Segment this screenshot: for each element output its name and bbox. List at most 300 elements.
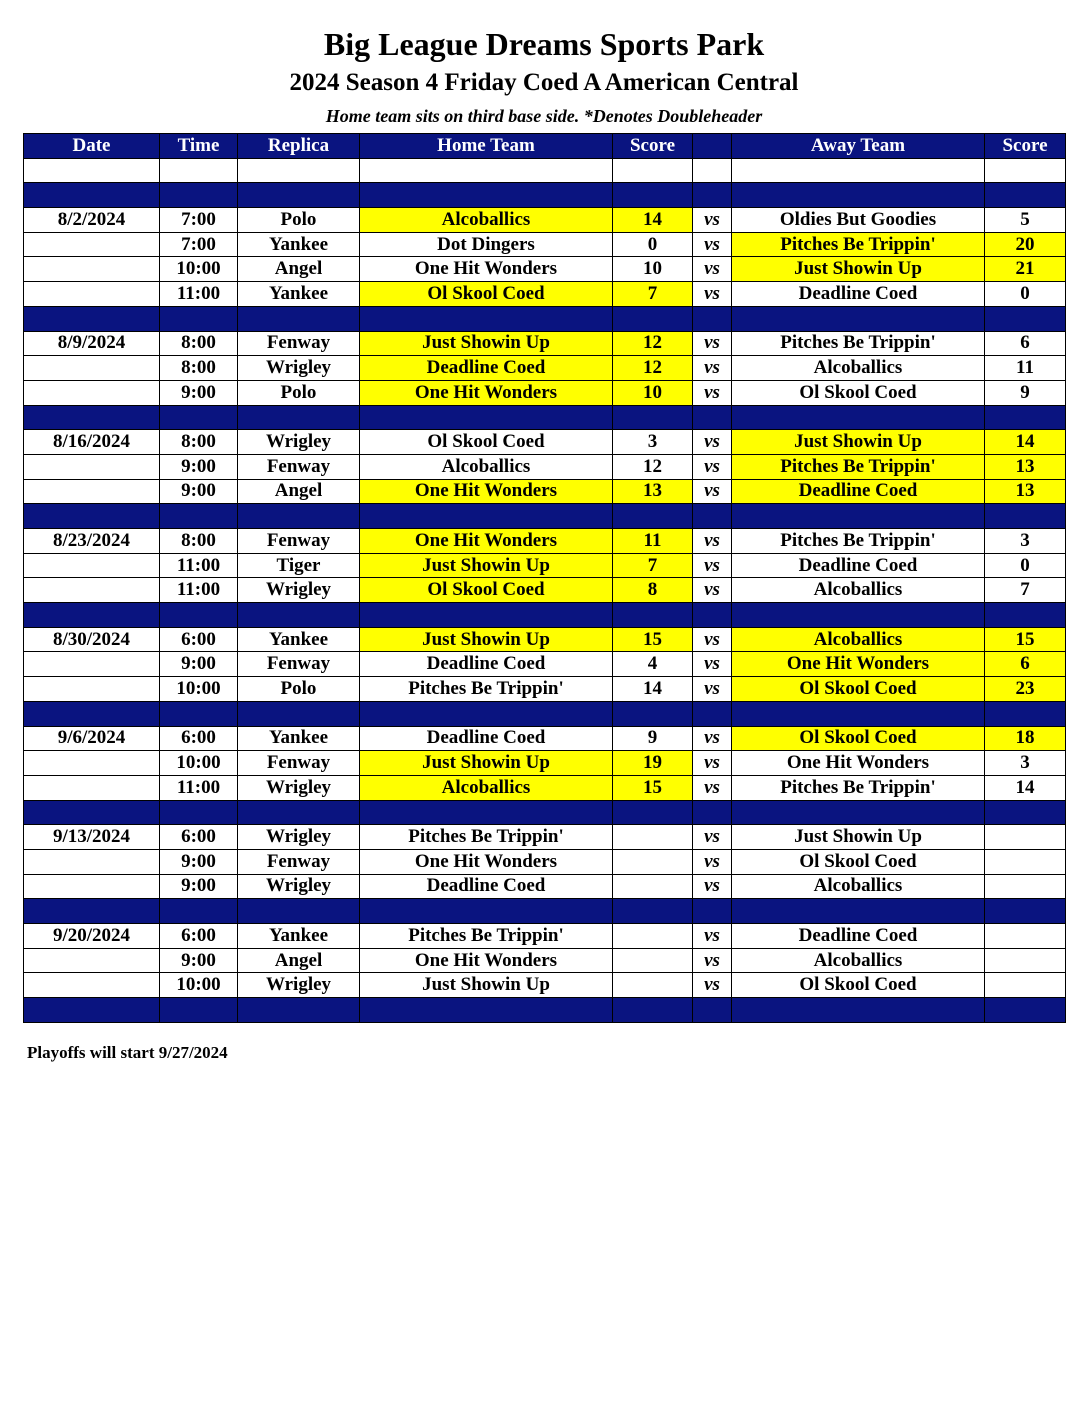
time-cell: 10:00 <box>160 751 238 776</box>
away-score-cell <box>985 825 1066 850</box>
away-team-cell: Pitches Be Trippin' <box>732 454 985 479</box>
empty-cell <box>160 158 238 183</box>
empty-cell <box>613 158 693 183</box>
away-team-cell: One Hit Wonders <box>732 751 985 776</box>
away-score-cell: 14 <box>985 775 1066 800</box>
date-cell <box>24 553 160 578</box>
date-cell <box>24 257 160 282</box>
date-cell <box>24 652 160 677</box>
empty-cell <box>693 800 732 825</box>
time-cell: 8:00 <box>160 356 238 381</box>
date-cell <box>24 751 160 776</box>
table-row <box>24 331 1066 356</box>
date-cell <box>24 380 160 405</box>
vs-cell: vs <box>693 627 732 652</box>
away-score-cell: 6 <box>985 652 1066 677</box>
schedule-note: Home team sits on third base side. *Denotes Doubleheader <box>325 106 763 126</box>
home-score-cell: 14 <box>613 677 693 702</box>
away-score-cell: 7 <box>985 578 1066 603</box>
empty-cell <box>693 701 732 726</box>
empty-cell <box>24 603 160 628</box>
date-cell: 8/2/2024 <box>24 208 160 233</box>
table-row <box>24 282 1066 307</box>
vs-cell: vs <box>693 232 732 257</box>
empty-cell <box>732 800 985 825</box>
table-row <box>24 578 1066 603</box>
date-cell <box>24 454 160 479</box>
col-header-vs <box>693 134 732 159</box>
home-score-cell: 14 <box>613 208 693 233</box>
home-score-cell: 4 <box>613 652 693 677</box>
away-team-cell: Oldies But Goodies <box>732 208 985 233</box>
empty-cell <box>360 701 613 726</box>
home-team-cell: Alcoballics <box>360 775 613 800</box>
empty-cell <box>360 603 613 628</box>
empty-cell <box>360 306 613 331</box>
away-team-cell: Alcoballics <box>732 578 985 603</box>
vs-cell: vs <box>693 430 732 455</box>
empty-cell <box>24 701 160 726</box>
vs-cell: vs <box>693 331 732 356</box>
home-score-cell: 3 <box>613 430 693 455</box>
replica-cell: Wrigley <box>238 356 360 381</box>
home-team-cell: Alcoballics <box>360 454 613 479</box>
home-score-cell: 15 <box>613 775 693 800</box>
empty-cell <box>985 306 1066 331</box>
home-score-cell <box>613 849 693 874</box>
empty-cell <box>360 405 613 430</box>
home-score-cell <box>613 973 693 998</box>
time-cell: 9:00 <box>160 948 238 973</box>
home-score-cell: 7 <box>613 282 693 307</box>
away-score-cell <box>985 973 1066 998</box>
away-team-cell: Pitches Be Trippin' <box>732 331 985 356</box>
home-score-cell: 19 <box>613 751 693 776</box>
empty-cell <box>160 701 238 726</box>
empty-cell <box>985 504 1066 529</box>
empty-cell <box>732 405 985 430</box>
schedule-body <box>24 158 1066 1022</box>
empty-cell <box>613 899 693 924</box>
away-score-cell <box>985 948 1066 973</box>
home-score-cell: 12 <box>613 356 693 381</box>
replica-cell: Yankee <box>238 232 360 257</box>
empty-cell <box>693 504 732 529</box>
vs-cell: vs <box>693 479 732 504</box>
home-team-cell: Deadline Coed <box>360 874 613 899</box>
replica-cell: Fenway <box>238 454 360 479</box>
table-row <box>24 553 1066 578</box>
replica-cell: Wrigley <box>238 578 360 603</box>
empty-cell <box>613 183 693 208</box>
table-row <box>24 775 1066 800</box>
replica-cell: Fenway <box>238 751 360 776</box>
away-team-cell: Pitches Be Trippin' <box>732 775 985 800</box>
home-team-cell: Just Showin Up <box>360 331 613 356</box>
table-row <box>24 652 1066 677</box>
table-row <box>24 257 1066 282</box>
vs-cell: vs <box>693 652 732 677</box>
away-team-cell: Deadline Coed <box>732 553 985 578</box>
date-cell: 9/13/2024 <box>24 825 160 850</box>
date-cell <box>24 479 160 504</box>
empty-cell <box>732 158 985 183</box>
empty-cell <box>613 800 693 825</box>
table-row <box>24 751 1066 776</box>
replica-cell: Yankee <box>238 282 360 307</box>
away-team-cell: Pitches Be Trippin' <box>732 232 985 257</box>
empty-cell <box>693 603 732 628</box>
away-team-cell: Ol Skool Coed <box>732 380 985 405</box>
home-team-cell: Ol Skool Coed <box>360 282 613 307</box>
col-header-away-score: Score <box>985 134 1066 159</box>
table-row <box>24 627 1066 652</box>
vs-cell: vs <box>693 775 732 800</box>
away-team-cell: Pitches Be Trippin' <box>732 529 985 554</box>
away-team-cell: Deadline Coed <box>732 479 985 504</box>
away-team-cell: Ol Skool Coed <box>732 973 985 998</box>
empty-cell <box>613 405 693 430</box>
empty-cell <box>160 504 238 529</box>
replica-cell: Wrigley <box>238 874 360 899</box>
date-cell: 9/20/2024 <box>24 924 160 949</box>
away-team-cell: Deadline Coed <box>732 924 985 949</box>
vs-cell: vs <box>693 529 732 554</box>
date-cell <box>24 677 160 702</box>
replica-cell: Polo <box>238 208 360 233</box>
vs-cell: vs <box>693 257 732 282</box>
table-row <box>24 380 1066 405</box>
home-team-cell: One Hit Wonders <box>360 948 613 973</box>
home-score-cell <box>613 948 693 973</box>
col-header-home-score: Score <box>613 134 693 159</box>
home-team-cell: Alcoballics <box>360 208 613 233</box>
away-score-cell <box>985 874 1066 899</box>
home-team-cell: One Hit Wonders <box>360 380 613 405</box>
away-score-cell: 6 <box>985 331 1066 356</box>
schedule-subtitle: 2024 Season 4 Friday Coed A American Central <box>289 69 799 96</box>
replica-cell: Yankee <box>238 924 360 949</box>
replica-cell: Polo <box>238 677 360 702</box>
replica-cell: Yankee <box>238 627 360 652</box>
empty-cell <box>693 158 732 183</box>
vs-cell: vs <box>693 578 732 603</box>
vs-cell: vs <box>693 973 732 998</box>
empty-cell <box>732 603 985 628</box>
home-score-cell: 10 <box>613 257 693 282</box>
home-score-cell: 13 <box>613 479 693 504</box>
table-row <box>24 677 1066 702</box>
away-team-cell: Ol Skool Coed <box>732 849 985 874</box>
empty-cell <box>985 899 1066 924</box>
replica-cell: Wrigley <box>238 430 360 455</box>
date-cell <box>24 356 160 381</box>
table-row <box>24 208 1066 233</box>
home-team-cell: Just Showin Up <box>360 973 613 998</box>
empty-cell <box>160 899 238 924</box>
vs-cell: vs <box>693 553 732 578</box>
page-title: Big League Dreams Sports Park <box>323 26 765 62</box>
home-team-cell: Pitches Be Trippin' <box>360 677 613 702</box>
replica-cell: Fenway <box>238 652 360 677</box>
replica-cell: Wrigley <box>238 825 360 850</box>
empty-cell <box>160 183 238 208</box>
time-cell: 11:00 <box>160 775 238 800</box>
time-cell: 9:00 <box>160 380 238 405</box>
away-team-cell: Just Showin Up <box>732 257 985 282</box>
away-team-cell: Deadline Coed <box>732 282 985 307</box>
separator-row <box>24 998 1066 1023</box>
empty-cell <box>24 306 160 331</box>
empty-cell <box>238 504 360 529</box>
replica-cell: Angel <box>238 479 360 504</box>
playoffs-note: Playoffs will start 9/27/2024 <box>27 1043 228 1062</box>
away-team-cell: Ol Skool Coed <box>732 726 985 751</box>
empty-cell <box>985 405 1066 430</box>
empty-cell <box>613 998 693 1023</box>
col-header-time: Time <box>160 134 238 159</box>
time-cell: 8:00 <box>160 529 238 554</box>
date-cell <box>24 775 160 800</box>
time-cell: 7:00 <box>160 208 238 233</box>
time-cell: 10:00 <box>160 973 238 998</box>
replica-cell: Wrigley <box>238 973 360 998</box>
empty-cell <box>160 998 238 1023</box>
date-cell <box>24 282 160 307</box>
col-header-away-team: Away Team <box>732 134 985 159</box>
empty-cell <box>985 603 1066 628</box>
empty-cell <box>238 405 360 430</box>
empty-cell <box>613 603 693 628</box>
empty-cell <box>238 899 360 924</box>
empty-cell <box>732 183 985 208</box>
time-cell: 7:00 <box>160 232 238 257</box>
empty-cell <box>693 306 732 331</box>
away-score-cell: 9 <box>985 380 1066 405</box>
date-cell: 9/6/2024 <box>24 726 160 751</box>
home-team-cell: Deadline Coed <box>360 356 613 381</box>
replica-cell: Tiger <box>238 553 360 578</box>
home-team-cell: Ol Skool Coed <box>360 578 613 603</box>
table-row <box>24 726 1066 751</box>
away-team-cell: One Hit Wonders <box>732 652 985 677</box>
empty-cell <box>985 800 1066 825</box>
replica-cell: Angel <box>238 257 360 282</box>
table-row <box>24 973 1066 998</box>
away-score-cell: 0 <box>985 282 1066 307</box>
date-cell: 8/23/2024 <box>24 529 160 554</box>
col-header-replica: Replica <box>238 134 360 159</box>
vs-cell: vs <box>693 356 732 381</box>
empty-cell <box>24 998 160 1023</box>
vs-cell: vs <box>693 849 732 874</box>
home-team-cell: Deadline Coed <box>360 652 613 677</box>
home-team-cell: Deadline Coed <box>360 726 613 751</box>
away-team-cell: Alcoballics <box>732 627 985 652</box>
home-team-cell: Just Showin Up <box>360 627 613 652</box>
header-row <box>24 134 1066 159</box>
table-row <box>24 849 1066 874</box>
home-team-cell: Dot Dingers <box>360 232 613 257</box>
away-team-cell: Just Showin Up <box>732 430 985 455</box>
date-cell: 8/30/2024 <box>24 627 160 652</box>
home-team-cell: One Hit Wonders <box>360 257 613 282</box>
date-cell <box>24 232 160 257</box>
empty-cell <box>238 306 360 331</box>
separator-row <box>24 800 1066 825</box>
table-row <box>24 924 1066 949</box>
empty-cell <box>360 800 613 825</box>
empty-cell <box>613 504 693 529</box>
vs-cell: vs <box>693 208 732 233</box>
empty-cell <box>360 158 613 183</box>
separator-row <box>24 183 1066 208</box>
home-team-cell: Ol Skool Coed <box>360 430 613 455</box>
replica-cell: Fenway <box>238 331 360 356</box>
away-score-cell: 3 <box>985 751 1066 776</box>
home-score-cell <box>613 825 693 850</box>
vs-cell: vs <box>693 874 732 899</box>
empty-cell <box>360 998 613 1023</box>
vs-cell: vs <box>693 825 732 850</box>
date-cell <box>24 973 160 998</box>
separator-row <box>24 701 1066 726</box>
away-score-cell: 0 <box>985 553 1066 578</box>
empty-cell <box>24 800 160 825</box>
empty-cell <box>732 899 985 924</box>
empty-cell <box>24 899 160 924</box>
empty-cell <box>238 800 360 825</box>
separator-row <box>24 899 1066 924</box>
home-score-cell <box>613 874 693 899</box>
time-cell: 6:00 <box>160 726 238 751</box>
replica-cell: Wrigley <box>238 775 360 800</box>
time-cell: 6:00 <box>160 627 238 652</box>
replica-cell: Fenway <box>238 529 360 554</box>
away-score-cell: 14 <box>985 430 1066 455</box>
time-cell: 9:00 <box>160 652 238 677</box>
schedule-table <box>23 133 1066 1023</box>
table-row <box>24 825 1066 850</box>
date-cell <box>24 578 160 603</box>
away-score-cell: 11 <box>985 356 1066 381</box>
empty-cell <box>238 158 360 183</box>
away-score-cell <box>985 924 1066 949</box>
replica-cell: Yankee <box>238 726 360 751</box>
vs-cell: vs <box>693 924 732 949</box>
away-score-cell: 15 <box>985 627 1066 652</box>
vs-cell: vs <box>693 677 732 702</box>
home-score-cell: 12 <box>613 331 693 356</box>
replica-cell: Polo <box>238 380 360 405</box>
empty-cell <box>613 701 693 726</box>
table-row <box>24 454 1066 479</box>
home-score-cell: 10 <box>613 380 693 405</box>
time-cell: 9:00 <box>160 454 238 479</box>
table-row <box>24 529 1066 554</box>
away-team-cell: Alcoballics <box>732 356 985 381</box>
replica-cell: Fenway <box>238 849 360 874</box>
empty-cell <box>24 183 160 208</box>
empty-cell <box>360 899 613 924</box>
table-row <box>24 948 1066 973</box>
away-team-cell: Just Showin Up <box>732 825 985 850</box>
away-score-cell: 5 <box>985 208 1066 233</box>
vs-cell: vs <box>693 751 732 776</box>
empty-cell <box>985 183 1066 208</box>
empty-cell <box>238 998 360 1023</box>
away-score-cell: 20 <box>985 232 1066 257</box>
away-team-cell: Alcoballics <box>732 948 985 973</box>
empty-cell <box>160 405 238 430</box>
empty-cell <box>24 405 160 430</box>
away-team-cell: Alcoballics <box>732 874 985 899</box>
time-cell: 11:00 <box>160 282 238 307</box>
vs-cell: vs <box>693 726 732 751</box>
away-score-cell <box>985 849 1066 874</box>
home-team-cell: Pitches Be Trippin' <box>360 825 613 850</box>
vs-cell: vs <box>693 282 732 307</box>
time-cell: 6:00 <box>160 825 238 850</box>
empty-cell <box>238 603 360 628</box>
date-cell <box>24 948 160 973</box>
home-score-cell: 11 <box>613 529 693 554</box>
empty-cell <box>693 405 732 430</box>
empty-cell <box>693 998 732 1023</box>
col-header-date: Date <box>24 134 160 159</box>
empty-cell <box>24 158 160 183</box>
empty-cell <box>732 306 985 331</box>
empty-cell <box>613 306 693 331</box>
empty-cell <box>160 306 238 331</box>
time-cell: 8:00 <box>160 331 238 356</box>
separator-row <box>24 603 1066 628</box>
time-cell: 9:00 <box>160 479 238 504</box>
empty-cell <box>160 603 238 628</box>
empty-cell <box>985 158 1066 183</box>
blank-row <box>24 158 1066 183</box>
empty-cell <box>732 701 985 726</box>
home-score-cell: 0 <box>613 232 693 257</box>
table-row <box>24 356 1066 381</box>
table-row <box>24 430 1066 455</box>
away-score-cell: 21 <box>985 257 1066 282</box>
time-cell: 10:00 <box>160 677 238 702</box>
empty-cell <box>24 504 160 529</box>
home-team-cell: Just Showin Up <box>360 751 613 776</box>
empty-cell <box>732 504 985 529</box>
home-score-cell: 12 <box>613 454 693 479</box>
time-cell: 11:00 <box>160 578 238 603</box>
empty-cell <box>732 998 985 1023</box>
home-score-cell: 7 <box>613 553 693 578</box>
separator-row <box>24 306 1066 331</box>
away-score-cell: 3 <box>985 529 1066 554</box>
col-header-home-team: Home Team <box>360 134 613 159</box>
away-score-cell: 23 <box>985 677 1066 702</box>
table-row <box>24 232 1066 257</box>
vs-cell: vs <box>693 948 732 973</box>
empty-cell <box>360 183 613 208</box>
home-team-cell: One Hit Wonders <box>360 529 613 554</box>
home-team-cell: Just Showin Up <box>360 553 613 578</box>
empty-cell <box>985 701 1066 726</box>
time-cell: 8:00 <box>160 430 238 455</box>
time-cell: 11:00 <box>160 553 238 578</box>
home-team-cell: One Hit Wonders <box>360 479 613 504</box>
vs-cell: vs <box>693 454 732 479</box>
home-team-cell: One Hit Wonders <box>360 849 613 874</box>
